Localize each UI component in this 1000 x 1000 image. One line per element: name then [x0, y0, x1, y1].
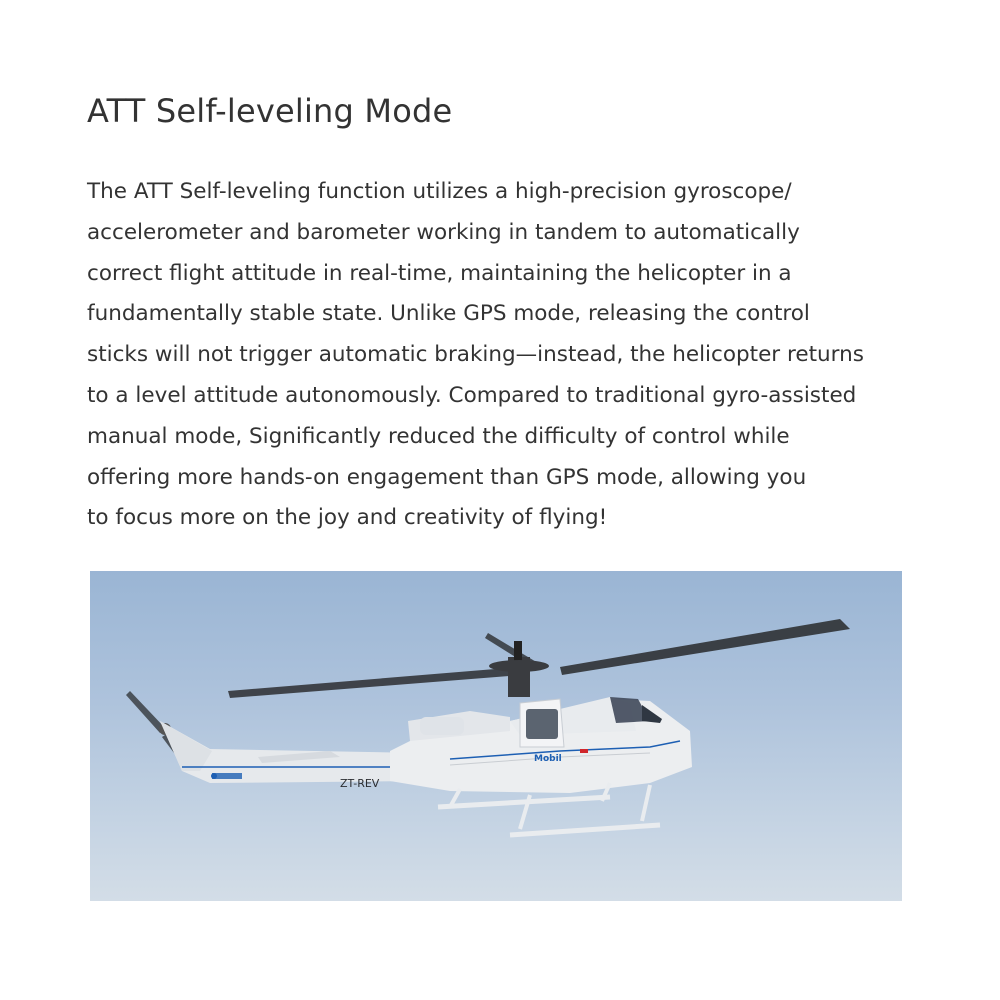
fuselage: [340, 697, 692, 793]
brand-label: Mobil: [534, 754, 562, 764]
description-line: manual mode, Significantly reduced the difficulty of control while: [87, 423, 790, 449]
main-rotor: [228, 619, 850, 698]
description-line: accelerometer and barometer working in tandem to automatically: [87, 219, 800, 245]
helicopter-illustration: [90, 571, 902, 901]
description-line: fundamentally stable state. Unlike GPS mode, releasing the control: [87, 301, 810, 327]
section-description: [87, 172, 947, 539]
tail-boom: [160, 721, 420, 783]
description-line: to focus more on the joy and creativity of flying!: [87, 505, 608, 531]
description-line: sticks will not trigger automatic braking—instead, the helicopter returns: [87, 342, 864, 368]
description-line: The ATT Self-leveling function utilizes a high-precision gyroscope/: [87, 179, 792, 204]
description-line: correct flight attitude in real-time, maintaining the helicopter in a: [87, 260, 792, 286]
helicopter-photo: [90, 571, 902, 901]
section-title: ATT Self-leveling Mode: [87, 92, 453, 130]
registration-label: ZT-REV: [340, 777, 380, 790]
description-line: to a level attitude autonomously. Compared to traditional gyro-assisted: [87, 382, 857, 408]
description-line: offering more hands-on engagement than GPS mode, allowing you: [87, 464, 807, 490]
